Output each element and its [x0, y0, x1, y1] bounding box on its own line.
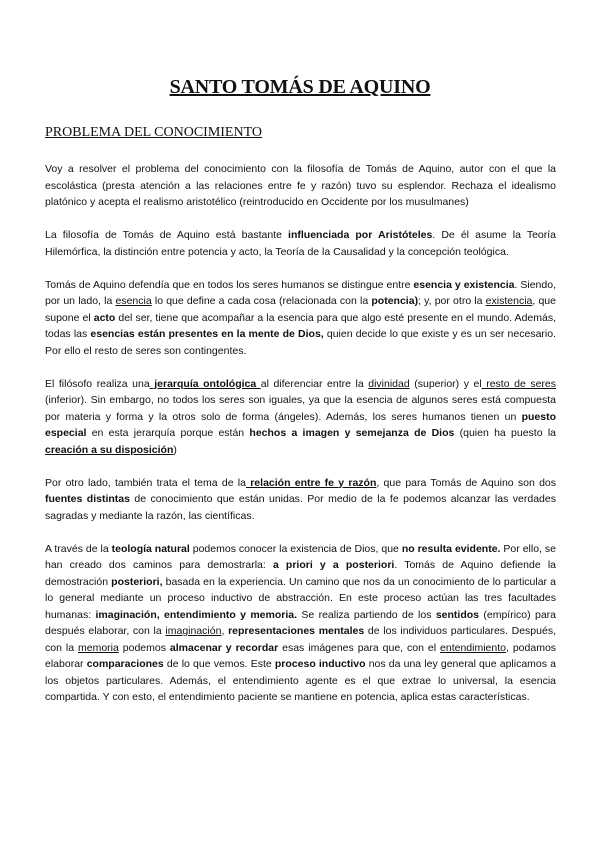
- text-run: nos da una ley general que aplicamos a los objetos particulares. Además, el entendimiento agente es el que extrae lo universal, la esencia compartida. Y con esto, el entendimiento paciente se mantiene en potencia, aplica estas características.: [45, 658, 556, 703]
- paragraph: [45, 161, 556, 211]
- emphasized-text: comparaciones: [86, 658, 164, 670]
- emphasized-text: acto: [93, 311, 116, 324]
- paragraph: [45, 475, 556, 525]
- text-run: . De él asume la Teoría Hilemórfica, la distinción entre potencia y acto, la Teoría de la Causalidad y la concepción teológica.: [45, 229, 557, 258]
- emphasized-text: posteriori,: [111, 575, 163, 588]
- paragraph: [45, 376, 556, 459]
- emphasized-text: representaciones mentales: [228, 625, 365, 637]
- text-run: Por otro lado, también trata el tema de la: [45, 476, 246, 489]
- emphasized-text: hechos a imagen y semejanza de Dios: [249, 427, 455, 439]
- text-run: El filósofo realiza una: [45, 377, 150, 390]
- text-run: de conocimiento que están unidas. Por medio de la fe podemos alcanzar las verdades sagradas y mediante la razón, las científicas.: [45, 493, 556, 522]
- text-run: . Tomás de Aquino defiende la demostración: [45, 559, 556, 588]
- emphasized-text: esencias están presentes en la mente de Dios,: [90, 328, 324, 340]
- text-run: (superior) y el: [409, 377, 482, 390]
- text-run: basada en la experiencia. Un camino que nos da un conocimiento de lo particular a lo general mediante un proceso inductivo de abstracción. En este proceso actúan las tres facultades humanas:: [45, 575, 556, 621]
- emphasized-text: puesto especial: [45, 410, 556, 439]
- emphasized-text: sentidos: [435, 608, 480, 621]
- document-title: SANTO TOMÁS DE AQUINO: [169, 76, 431, 98]
- text-run: . Siendo, por un lado, la: [45, 278, 556, 307]
- text-run: , que para Tomás de Aquino son dos: [376, 476, 556, 489]
- emphasized-text: creación a su disposición: [45, 443, 174, 456]
- emphasized-text: imaginación, entendimiento y memoria.: [95, 608, 298, 621]
- text-run: del ser, tiene que acompañar a la esencia para que algo esté presente en el mundo. Además, todas las: [45, 311, 556, 340]
- text-run: lo que define a cada cosa (relacionada con la: [151, 295, 372, 307]
- emphasized-text: teología natural: [111, 542, 190, 555]
- text-run: esas imágenes para que, con el: [278, 641, 441, 654]
- emphasized-text: existencia: [485, 295, 533, 307]
- emphasized-text: divinidad: [368, 377, 410, 390]
- paragraph: [45, 277, 556, 360]
- emphasized-text: esencia: [115, 295, 152, 307]
- text-run: al diferenciar entre la: [260, 377, 369, 390]
- paragraph: [45, 541, 556, 706]
- emphasized-text: jerarquía ontológica: [149, 377, 261, 390]
- paragraph: [45, 227, 556, 260]
- text-run: Por ello, se han creado dos caminos para demostrarla:: [45, 542, 556, 571]
- text-run: La filosofía de Tomás de Aquino está bastante: [45, 229, 289, 241]
- emphasized-text: resto de seres: [481, 377, 556, 390]
- emphasized-text: entendimiento: [440, 641, 506, 654]
- text-run: (quien ha puesto la: [454, 427, 556, 439]
- text-run: ): [173, 443, 177, 456]
- text-run: A través de la: [45, 542, 112, 555]
- text-run: podemos: [118, 641, 170, 654]
- document-body: [45, 161, 556, 706]
- emphasized-text: no resulta evidente.: [401, 542, 501, 555]
- emphasized-text: potencia): [371, 295, 419, 307]
- emphasized-text: imaginación: [165, 625, 222, 637]
- text-run: , podamos elaborar: [45, 641, 557, 670]
- text-run: Se realiza partiendo de los: [297, 608, 436, 621]
- emphasized-text: memoria: [77, 641, 119, 654]
- emphasized-text: influenciada por Aristóteles: [288, 229, 433, 241]
- text-run: Voy a resolver el problema del conocimiento con la filosofía de Tomás de Aquino, autor con el que la escolástica (presta atención a las relaciones entre fe y razón) tuvo su esplendor. Rechaza el idealismo platónico y acepta el realismo aristotélico (reintroducido en Occidente por los musulmanes): [45, 163, 556, 208]
- emphasized-text: fuentes distintas: [45, 493, 130, 505]
- text-run: podemos conocer la existencia de Dios, que: [189, 542, 402, 555]
- emphasized-text: relación entre fe y razón: [245, 476, 377, 489]
- emphasized-text: esencia y existencia: [413, 278, 515, 291]
- text-run: (empírico) para después elaborar, con la: [45, 608, 557, 637]
- section-title: PROBLEMA DEL CONOCIMIENTO: [45, 125, 263, 140]
- emphasized-text: almacenar y recordar: [169, 641, 279, 654]
- text-run: quien decide lo que existe y es un ser necesario. Por ello el resto de seres son contingentes.: [45, 328, 556, 357]
- text-run: de los individuos particulares. Después, con la: [45, 625, 556, 654]
- text-run: , que supone el: [45, 295, 556, 324]
- text-run: (inferior). Sin embargo, no todos los seres son iguales, ya que la esencia de algunos seres está compuesta por materia y forma y la otros solo de forma (ángeles). Además, los seres humanos tienen un: [45, 394, 556, 423]
- emphasized-text: a priori y a posteriori: [272, 559, 395, 571]
- text-run: en esta jerarquía porque están: [86, 427, 250, 439]
- text-run: de lo que vemos. Este: [163, 658, 275, 670]
- text-run: Tomás de Aquino defendía que en todos los seres humanos se distingue entre: [45, 278, 414, 291]
- text-run: ; y, por otro la: [418, 295, 486, 307]
- emphasized-text: proceso inductivo: [274, 658, 366, 670]
- text-run: ,: [221, 625, 229, 637]
